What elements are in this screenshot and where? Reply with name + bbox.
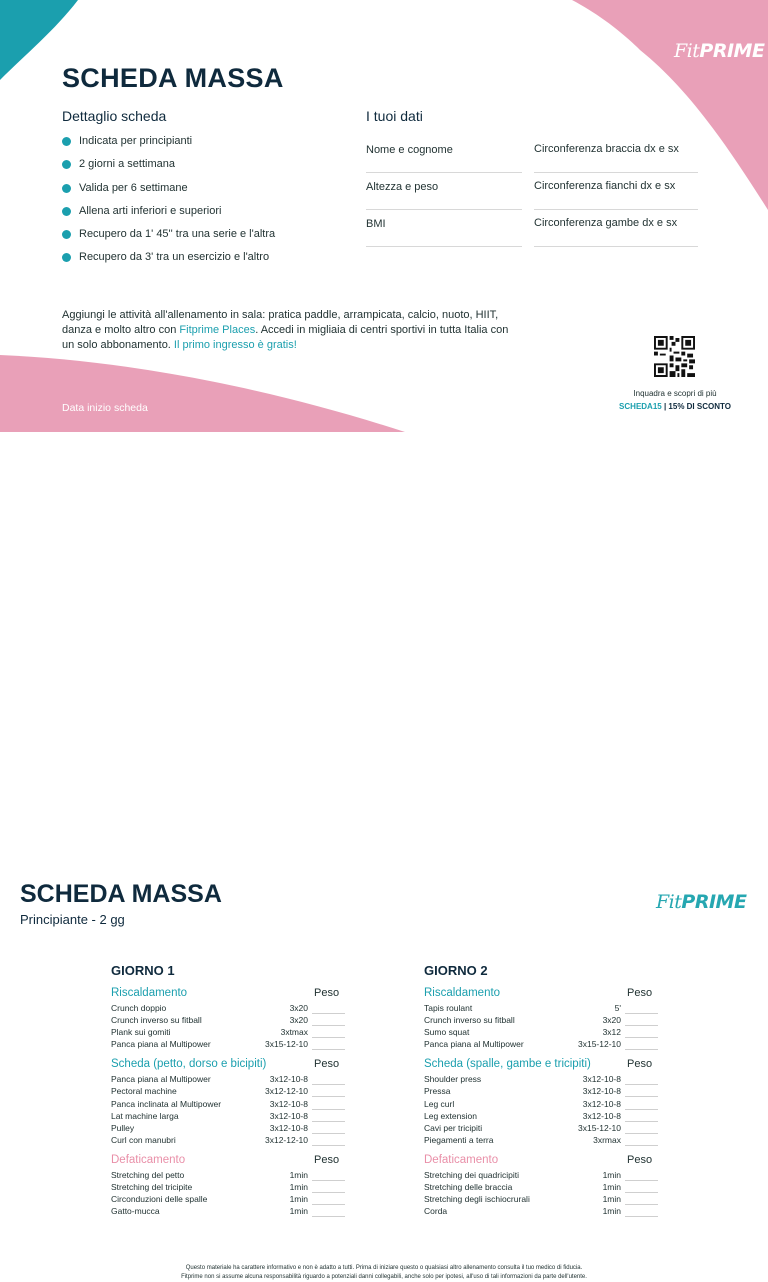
- qr-caption: Inquadra e scopri di più: [633, 389, 717, 398]
- field-label-height-weight: Altezza e peso: [366, 181, 439, 193]
- peso-label: Peso: [627, 1153, 653, 1166]
- weight-line[interactable]: [312, 1216, 345, 1217]
- exercise-name: Corda: [424, 1206, 448, 1217]
- block-title: Riscaldamento: [424, 987, 501, 999]
- workout-subtitle: Principiante - 2 gg: [20, 912, 125, 927]
- weight-line[interactable]: [625, 1121, 658, 1122]
- weight-line[interactable]: [625, 1204, 658, 1205]
- exercise-sets: 1min: [602, 1206, 621, 1217]
- exercise-name: Stretching delle braccia: [424, 1182, 513, 1193]
- field-label-hips: Circonferenza fianchi dx e sx: [534, 180, 676, 192]
- field-label-name: Nome e cognome: [366, 144, 453, 156]
- field-line[interactable]: [366, 209, 522, 210]
- bullet-dot-icon: [62, 184, 71, 193]
- exercise-name: Crunch inverso su fitball: [111, 1015, 202, 1026]
- exercise-row: [424, 1086, 664, 1098]
- weight-line[interactable]: [312, 1025, 345, 1026]
- exercise-row: [424, 1135, 664, 1147]
- block-spacer: [424, 1147, 664, 1154]
- weight-line[interactable]: [625, 1145, 658, 1146]
- exercise-name: Piegamenti a terra: [424, 1134, 494, 1145]
- exercise-sets: 3x12-10-8: [582, 1074, 621, 1085]
- block-header: [424, 1058, 664, 1074]
- exercise-name: Shoulder press: [424, 1074, 482, 1085]
- exercise-sets: 3x12-10-8: [269, 1122, 308, 1133]
- exercise-name: Stretching del petto: [111, 1169, 185, 1180]
- exercise-sets: 3xrmax: [593, 1134, 621, 1145]
- weight-line[interactable]: [312, 1096, 345, 1097]
- exercise-name: Panca piana al Multipower: [111, 1039, 211, 1050]
- exercise-row: [111, 1003, 351, 1015]
- weight-line[interactable]: [625, 1037, 658, 1038]
- field-line[interactable]: [366, 172, 522, 173]
- bullet-dot-icon: [62, 137, 71, 146]
- exercise-sets: 3x12: [602, 1027, 621, 1038]
- exercise-sets: 1min: [602, 1169, 621, 1180]
- list-item: 2 giorni a settimana: [62, 157, 275, 180]
- exercise-row: [424, 1099, 664, 1111]
- weight-line[interactable]: [312, 1084, 345, 1085]
- exercise-row: [424, 1111, 664, 1123]
- weight-line[interactable]: [312, 1133, 345, 1134]
- exercise-row: [424, 1206, 664, 1218]
- exercise-name: Cavi per tricipiti: [424, 1122, 483, 1133]
- exercise-name: Sumo squat: [424, 1027, 470, 1038]
- list-item: Valida per 6 settimane: [62, 181, 275, 204]
- peso-label: Peso: [314, 987, 340, 999]
- weight-line[interactable]: [312, 1037, 345, 1038]
- exercise-sets: 3x12-10-8: [582, 1110, 621, 1121]
- exercise-sets: 1min: [289, 1182, 308, 1193]
- weight-line[interactable]: [625, 1096, 658, 1097]
- exercise-name: Panca inclinata al Multipower: [111, 1098, 222, 1109]
- exercise-sets: 3x12-10-8: [582, 1086, 621, 1097]
- exercise-name: Panca piana al Multipower: [424, 1039, 524, 1050]
- exercise-sets: 1min: [289, 1169, 308, 1180]
- exercise-sets: 3x15-12-10: [264, 1039, 308, 1050]
- exercise-row: [424, 1003, 664, 1015]
- field-label-bmi: BMI: [366, 218, 386, 230]
- field-line[interactable]: [534, 246, 698, 247]
- exercise-row: [111, 1135, 351, 1147]
- exercise-row: [111, 1027, 351, 1039]
- exercise-name: Crunch doppio: [111, 1003, 167, 1013]
- exercise-name: Stretching del tricipite: [111, 1182, 193, 1193]
- exercise-sets: 3x20: [289, 1015, 308, 1026]
- weight-line[interactable]: [625, 1013, 658, 1014]
- exercise-row: [111, 1111, 351, 1123]
- peso-label: Peso: [314, 1153, 340, 1166]
- exercise-row: [111, 1206, 351, 1218]
- exercise-name: Gatto-mucca: [111, 1206, 160, 1217]
- list-item: Allena arti inferiori e superiori: [62, 204, 275, 227]
- block-spacer: [111, 1147, 351, 1154]
- weight-line[interactable]: [312, 1180, 345, 1181]
- exercise-sets: 3x12-10-8: [269, 1074, 308, 1085]
- page-workout: [0, 432, 768, 1280]
- peso-label: Peso: [314, 1058, 340, 1071]
- exercise-row: [424, 1123, 664, 1135]
- day-title: GIORNO 1: [111, 963, 175, 978]
- disclaimer: Questo materiale ha carattere informativo e non è adatto a tutti. Prima di iniziare questo o qualsiasi altro allenamento consulta il tuo medico di fiducia. Fitprime non si assume alcuna responsabilità riguardo a potenziali danni collegabili, anche solo per ipotesi, all'uso di tali informazioni da parte dell'utente.: [181, 1265, 587, 1280]
- weight-line[interactable]: [625, 1192, 658, 1193]
- exercise-sets: 3x20: [289, 1003, 308, 1013]
- exercise-sets: 3x12-10-8: [269, 1110, 308, 1121]
- block-header: [111, 987, 351, 1003]
- field-line[interactable]: [366, 246, 522, 247]
- block-header: [424, 987, 664, 1003]
- exercise-sets: 1min: [602, 1194, 621, 1205]
- exercise-sets: 3x12-12-10: [264, 1086, 308, 1097]
- exercise-name: Stretching degli ischiocrurali: [424, 1194, 530, 1205]
- list-item: Recupero da 3' tra un esercizio e l'altro: [62, 250, 275, 273]
- block-title: Defaticamento: [111, 1153, 186, 1166]
- exercise-row: [111, 1170, 351, 1182]
- exercise-sets: 1min: [289, 1194, 308, 1205]
- exercise-row: [111, 1074, 351, 1086]
- weight-line[interactable]: [625, 1084, 658, 1085]
- weight-line[interactable]: [312, 1145, 345, 1146]
- exercise-name: Plank sui gomiti: [111, 1027, 171, 1038]
- exercise-row: [424, 1027, 664, 1039]
- fitprime-places-link[interactable]: Fitprime Places: [179, 324, 256, 336]
- discount-code: SCHEDA15 | 15% DI SCONTO: [619, 402, 731, 411]
- exercise-sets: 3xtmax: [280, 1027, 308, 1038]
- day-column: [111, 963, 351, 1225]
- workout-title: SCHEDA MASSA: [20, 880, 222, 908]
- exercise-row: [424, 1074, 664, 1086]
- exercise-row: [111, 1086, 351, 1098]
- exercise-sets: 3x15-12-10: [577, 1039, 621, 1050]
- field-label-arms: Circonferenza braccia dx e sx: [534, 143, 679, 155]
- bullet-dot-icon: [62, 230, 71, 239]
- exercise-sets: 5': [614, 1003, 621, 1013]
- exercise-sets: 3x12-12-10: [264, 1134, 308, 1145]
- exercise-row: [424, 1194, 664, 1206]
- exercise-sets: 3x15-12-10: [577, 1122, 621, 1133]
- exercise-sets: 3x12-10-8: [582, 1098, 621, 1109]
- weight-line[interactable]: [625, 1025, 658, 1026]
- exercise-name: Pectoral machine: [111, 1086, 177, 1097]
- block-header: [111, 1058, 351, 1074]
- weight-line[interactable]: [625, 1109, 658, 1110]
- block-header: [111, 1154, 351, 1170]
- exercise-name: Curl con manubri: [111, 1134, 176, 1145]
- day-title: GIORNO 2: [424, 963, 488, 978]
- exercise-sets: 3x12-10-8: [269, 1098, 308, 1109]
- free-entry-text: Il primo ingresso è gratis!: [173, 339, 297, 351]
- exercise-name: Pressa: [424, 1086, 451, 1097]
- exercise-row: [424, 1170, 664, 1182]
- your-data-heading: I tuoi dati: [366, 108, 423, 124]
- block-spacer: [424, 1218, 664, 1225]
- exercise-row: [111, 1182, 351, 1194]
- exercise-row: [111, 1039, 351, 1051]
- promo-text: Aggiungi le attività all'allenamento in sala: pratica paddle, arrampicata, calcio, nuoto, HIIT, danza e molto altro con Fitprime Places. Accedi in migliaia di centri sportivi in tutta Italia con un solo abbonamento. Il primo ingresso è gratis!: [62, 309, 509, 351]
- weight-line[interactable]: [312, 1192, 345, 1193]
- exercise-name: Lat machine larga: [111, 1110, 179, 1121]
- pink-bottom-shape: [0, 355, 405, 432]
- exercise-row: [111, 1015, 351, 1027]
- weight-line[interactable]: [312, 1121, 345, 1122]
- block-title: Scheda (petto, dorso e bicipiti): [111, 1058, 267, 1071]
- exercise-row: [111, 1099, 351, 1111]
- exercise-sets: 1min: [602, 1182, 621, 1193]
- list-item: Indicata per principianti: [62, 134, 275, 157]
- block-header: [424, 1154, 664, 1170]
- exercise-row: [424, 1039, 664, 1051]
- block-title: Scheda (spalle, gambe e tricipiti): [424, 1058, 591, 1071]
- exercise-sets: 1min: [289, 1206, 308, 1217]
- page-title: SCHEDA MASSA: [62, 63, 284, 93]
- exercise-row: [111, 1123, 351, 1135]
- exercise-name: Stretching dei quadricipiti: [424, 1169, 519, 1180]
- field-line[interactable]: [534, 209, 698, 210]
- peso-label: Peso: [627, 987, 653, 999]
- weight-line[interactable]: [312, 1049, 345, 1050]
- pink-top-shape: [572, 0, 768, 210]
- weight-line[interactable]: [312, 1204, 345, 1205]
- details-list: [62, 134, 275, 274]
- exercise-name: Crunch inverso su fitball: [424, 1015, 515, 1026]
- details-heading: Dettaglio scheda: [62, 108, 167, 124]
- block-title: Riscaldamento: [111, 987, 188, 999]
- block-title: Defaticamento: [424, 1153, 499, 1166]
- exercise-name: Panca piana al Multipower: [111, 1074, 211, 1085]
- exercise-sets: 3x20: [602, 1015, 621, 1026]
- peso-label: Peso: [627, 1058, 653, 1071]
- list-item: Recupero da 1' 45'' tra una serie e l'altra: [62, 227, 275, 250]
- weight-line[interactable]: [312, 1109, 345, 1110]
- fitprime-logo: FitPRIME: [656, 891, 747, 913]
- block-spacer: [111, 1218, 351, 1225]
- weight-line[interactable]: [625, 1049, 658, 1050]
- field-label-legs: Circonferenza gambe dx e sx: [534, 217, 678, 229]
- field-line[interactable]: [534, 172, 698, 173]
- qr-code-icon[interactable]: [654, 336, 695, 377]
- exercise-name: Leg curl: [424, 1098, 455, 1109]
- exercise-row: [111, 1194, 351, 1206]
- exercise-name: Leg extension: [424, 1110, 477, 1121]
- exercise-name: Tapis roulant: [424, 1003, 473, 1013]
- exercise-name: Pulley: [111, 1122, 135, 1133]
- exercise-row: [424, 1015, 664, 1027]
- bullet-dot-icon: [62, 253, 71, 262]
- exercise-name: Circonduzioni delle spalle: [111, 1194, 208, 1205]
- block-spacer: [424, 1051, 664, 1058]
- bullet-dot-icon: [62, 160, 71, 169]
- weight-line[interactable]: [625, 1216, 658, 1217]
- day-column: [424, 963, 664, 1225]
- weight-line[interactable]: [625, 1180, 658, 1181]
- fitprime-logo: FitPRIME: [674, 40, 765, 62]
- bullet-dot-icon: [62, 207, 71, 216]
- weight-line[interactable]: [312, 1013, 345, 1014]
- exercise-row: [424, 1182, 664, 1194]
- block-spacer: [111, 1051, 351, 1058]
- page-cover: [0, 0, 768, 432]
- weight-line[interactable]: [625, 1133, 658, 1134]
- start-date-label: Data inizio scheda: [62, 402, 148, 414]
